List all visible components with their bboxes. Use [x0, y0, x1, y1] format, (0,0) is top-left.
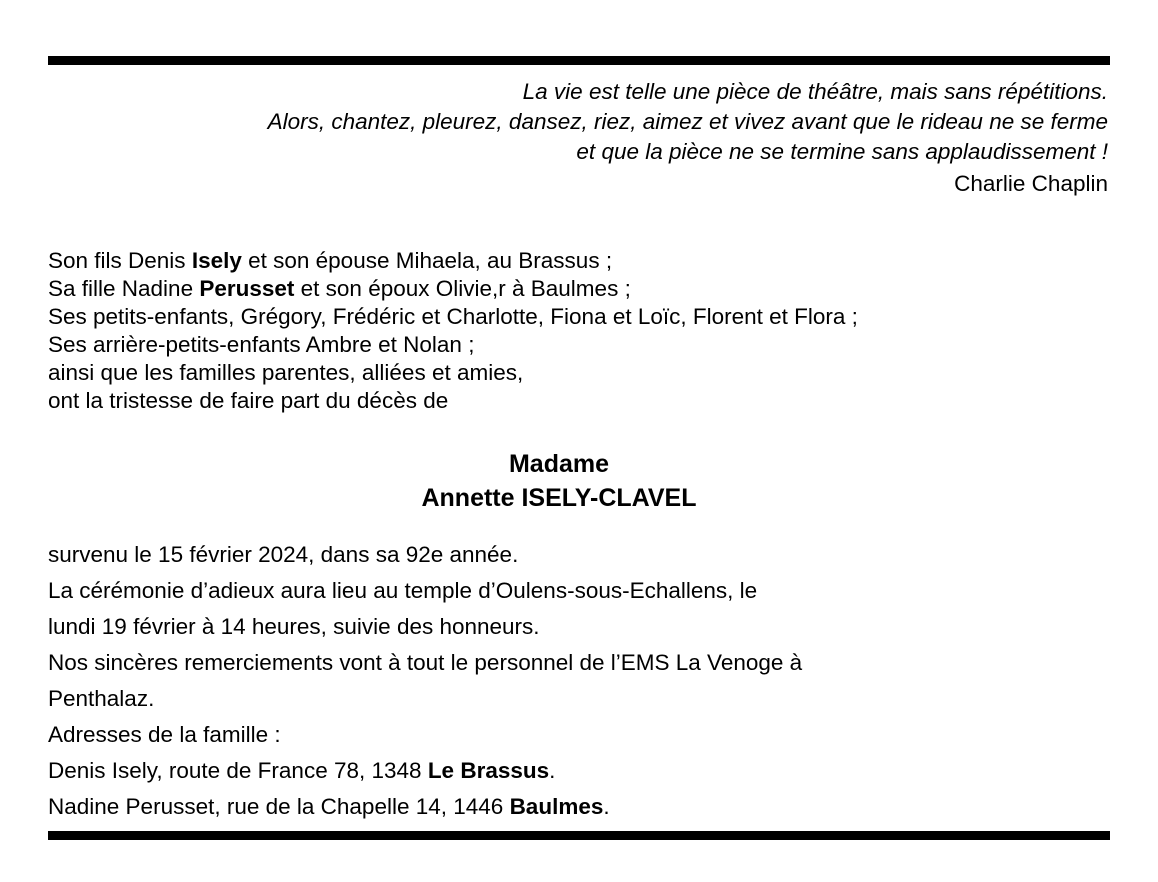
- details-block: [48, 537, 1110, 825]
- family-line: [48, 303, 1110, 331]
- details-line-7-pre: Denis Isely, route de France 78, 1348: [48, 758, 428, 783]
- details-line-8-post: .: [603, 794, 610, 819]
- death-notice: [48, 56, 1110, 840]
- top-rule: [48, 56, 1110, 65]
- family-line-1-bold: Isely: [191, 248, 242, 273]
- details-line: [48, 681, 1110, 717]
- details-line-3-pre: lundi 19 février à 14 heures, suivie des honneurs.: [48, 614, 540, 639]
- family-line-1-pre: Son fils Denis: [48, 248, 192, 273]
- details-line-2-pre: La cérémonie d’adieux aura lieu au temple d’Oulens-sous-Echallens, le: [48, 578, 758, 603]
- quote-line-1: La vie est telle une pièce de théâtre, mais sans répétitions.: [522, 79, 1108, 104]
- family-line: [48, 359, 1110, 387]
- family-line: [48, 247, 1110, 275]
- details-line-8-pre: Nadine Perusset, rue de la Chapelle 14, 1446: [48, 794, 510, 819]
- quote-line-3: et que la pièce ne se termine sans applaudissement !: [576, 139, 1108, 164]
- deceased-block: [48, 447, 1110, 515]
- family-line: [48, 331, 1110, 359]
- family-line: [48, 275, 1110, 303]
- family-line-6-pre: ont la tristesse de faire part du décès de: [48, 388, 449, 413]
- details-line: [48, 717, 1110, 753]
- family-line-2-bold: Perusset: [199, 276, 295, 301]
- family-list: [48, 247, 1110, 415]
- deceased-title: Madame: [508, 450, 610, 478]
- details-line: [48, 537, 1110, 573]
- details-line-1-pre: survenu le 15 février 2024, dans sa 92e année.: [48, 542, 519, 567]
- bottom-rule: [48, 831, 1110, 840]
- details-line-8-bold: Baulmes: [509, 794, 604, 819]
- family-line: [48, 387, 1110, 415]
- quote-line-2: Alors, chantez, pleurez, dansez, riez, aimez et vivez avant que le rideau ne se ferme: [267, 109, 1108, 134]
- details-line: [48, 573, 1110, 609]
- family-line-5-pre: ainsi que les familles parentes, alliées et amies,: [48, 360, 524, 385]
- family-line-1-post: et son épouse Mihaela, au Brassus ;: [241, 248, 613, 273]
- family-line-3-pre: Ses petits-enfants, Grégory, Frédéric et Charlotte, Fiona et Loïc, Florent et Flora ;: [48, 304, 858, 329]
- details-line-7-bold: Le Brassus: [427, 758, 550, 783]
- quote-author: Charlie Chaplin: [954, 171, 1108, 196]
- details-line: [48, 789, 1110, 825]
- quote-block: [48, 77, 1110, 167]
- details-line-4-pre: Nos sincères remerciements vont à tout le personnel de l’EMS La Venoge à: [48, 650, 803, 675]
- details-line-6-pre: Adresses de la famille :: [48, 722, 281, 747]
- family-line-2-pre: Sa fille Nadine: [48, 276, 200, 301]
- details-line: [48, 753, 1110, 789]
- family-line-4-pre: Ses arrière-petits-enfants Ambre et Nolan ;: [48, 332, 475, 357]
- details-line-7-post: .: [549, 758, 556, 783]
- family-line-2-post: et son époux Olivie,r à Baulmes ;: [294, 276, 631, 301]
- details-line: [48, 609, 1110, 645]
- details-line: [48, 645, 1110, 681]
- details-line-5-pre: Penthalaz.: [48, 686, 155, 711]
- deceased-name: Annette ISELY-CLAVEL: [421, 484, 697, 512]
